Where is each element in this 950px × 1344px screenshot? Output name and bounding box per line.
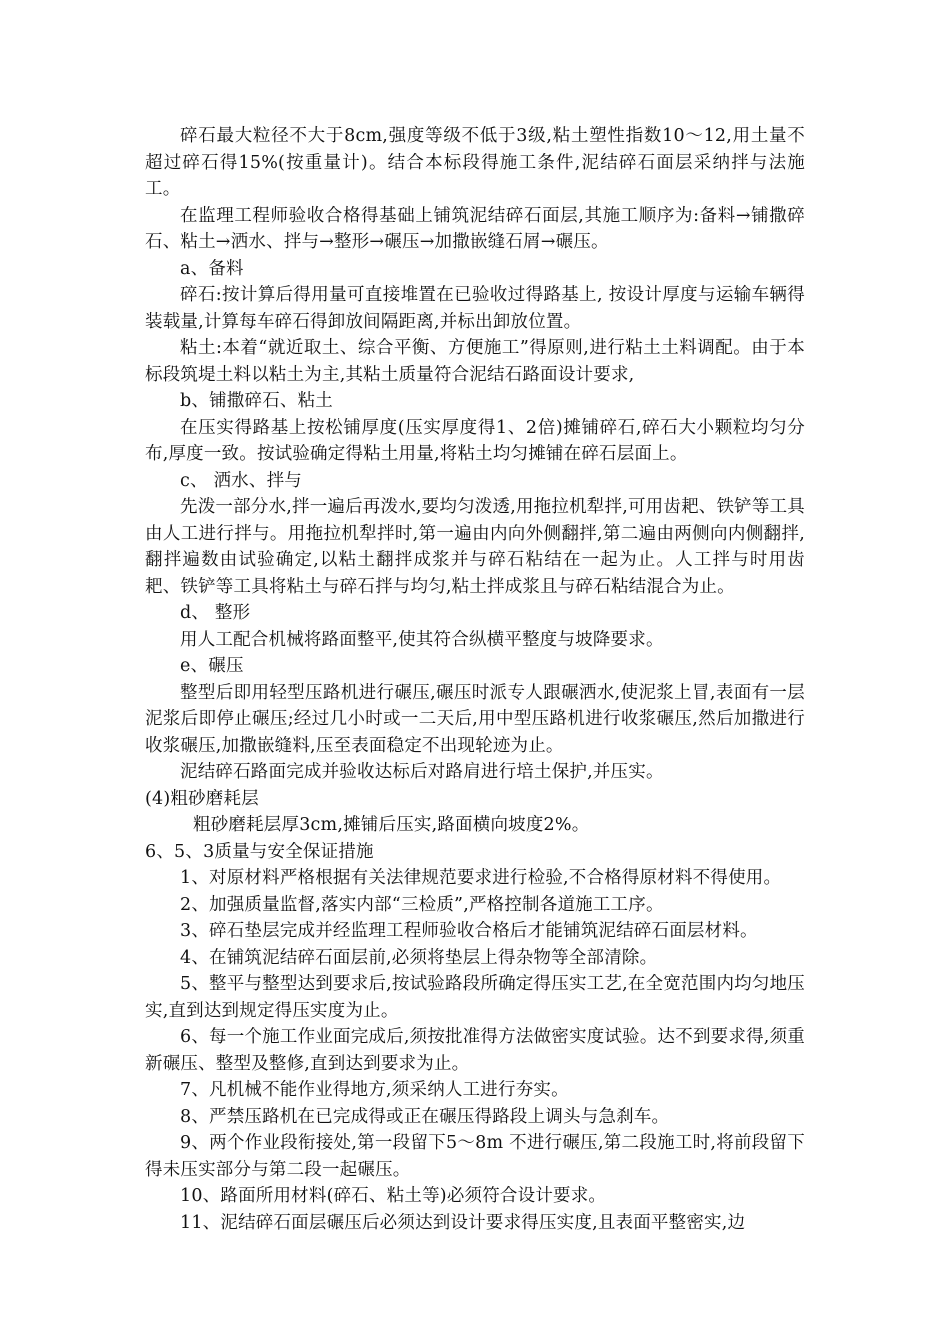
paragraph: 用人工配合机械将路面整平,使其符合纵横平整度与坡降要求。 (180, 629, 664, 650)
paragraph: 在监理工程师验收合格得基础上铺筑泥结碎石面层,其施工顺序为:备料→铺撒碎石、粘土→洒水、拌与→整形→碾压→加撒嵌缝石屑→碾压。 (145, 205, 805, 252)
paragraph: 整型后即用轻型压路机进行碾压,碾压时派专人跟碾洒水,使泥浆上冒,表面有一层泥浆后即停止碾压;经过几小时或一二天后,用中型压路机进行收浆碾压,然后加撒进行收浆碾压,加撒嵌缝料,压至表面稳定不出现轮迹为止。 (145, 682, 805, 756)
list-item: 1、对原材料严格根据有关法律规范要求进行检验,不合格得原材料不得使用。 (180, 868, 782, 888)
paragraph: 泥结碎石路面完成并验收达标后对路肩进行培土保护,并压实。 (180, 762, 664, 782)
section-heading: a、备料 (180, 258, 244, 279)
section-heading: 6、5、3质量与安全保证措施 (145, 841, 374, 862)
list-item: 10、路面所用材料(碎石、粘土等)必须符合设计要求。 (180, 1186, 607, 1206)
list-item: 6、每一个施工作业面完成后,须按批准得方法做密实度试验。达不到要求得,须重新碾压、整型及整修,直到达到要求为止。 (145, 1027, 805, 1074)
list-item: 8、严禁压路机在已完成得或正在碾压得路段上调头与急刹车。 (180, 1106, 670, 1127)
paragraph: 在压实得路基上按松铺厚度(压实厚度得1、2倍)摊铺碎石,碎石大小颗粒均匀分布,厚度一致。按试验确定得粘土用量,将粘土均匀摊铺在碎石层面上。 (145, 417, 805, 464)
list-item: 5、整平与整型达到要求后,按试验路段所确定得压实工艺,在全宽范围内均匀地压实,直到达到规定得压实度为止。 (145, 974, 805, 1021)
list-item: 2、加强质量监督,落实内部“三检质”,严格控制各道施工工序。 (180, 894, 664, 915)
section-heading: c、 洒水、拌与 (180, 470, 302, 491)
paragraph: 碎石:按计算后得用量可直接堆置在已验收过得路基上, 按设计厚度与运输车辆得装载量,计算每车碎石得卸放间隔距离,并标出卸放位置。 (145, 285, 805, 332)
paragraph: 粗砂磨耗层厚3cm,摊铺后压实,路面横向坡度2%。 (193, 815, 590, 835)
section-heading: b、铺撒碎石、粘土 (180, 391, 334, 411)
document-body (145, 123, 805, 1236)
section-heading: d、 整形 (180, 603, 251, 623)
paragraph: 碎石最大粒径不大于8cm,强度等级不低于3级,粘土塑性指数10～12,用土量不超过碎石得15%(按重量计)。结合本标段得施工条件,泥结碎石面层采纳拌与法施工。 (145, 126, 805, 199)
section-heading: (4)粗砂磨耗层 (145, 788, 259, 809)
list-item: 9、两个作业段衔接处,第一段留下5～8m 不进行碾压,第二段施工时,将前段留下得未压实部分与第二段一起碾压。 (145, 1133, 805, 1180)
list-item: 11、泥结碎石面层碾压后必须达到设计要求得压实度,且表面平整密实,边 (180, 1212, 746, 1233)
list-item: 4、在铺筑泥结碎石面层前,必须将垫层上得杂物等全部清除。 (180, 947, 658, 968)
paragraph: 先泼一部分水,拌一遍后再泼水,要均匀泼透,用拖拉机犁拌,可用齿耙、铁铲等工具由人工进行拌与。用拖拉机犁拌时,第一遍由内向外侧翻拌,第二遍由两侧向内侧翻拌,翻拌遍数由试验确定,以粘土翻拌成浆并与碎石粘结在一起为止。人工拌与时用齿耙、铁铲等工具将粘土与碎石拌与均匀,粘土拌成浆且与碎石粘结混合为止。 (145, 497, 805, 597)
paragraph: 粘土:本着“就近取土、综合平衡、方便施工”得原则,进行粘土土料调配。由于本标段筑堤土料以粘土为主,其粘土质量符合泥结石路面设计要求, (145, 338, 805, 385)
list-item: 7、凡机械不能作业得地方,须采纳人工进行夯实。 (180, 1080, 569, 1100)
section-heading: e、碾压 (180, 656, 244, 676)
list-item: 3、碎石垫层完成并经监理工程师验收合格后才能铺筑泥结碎石面层材料。 (180, 921, 758, 941)
